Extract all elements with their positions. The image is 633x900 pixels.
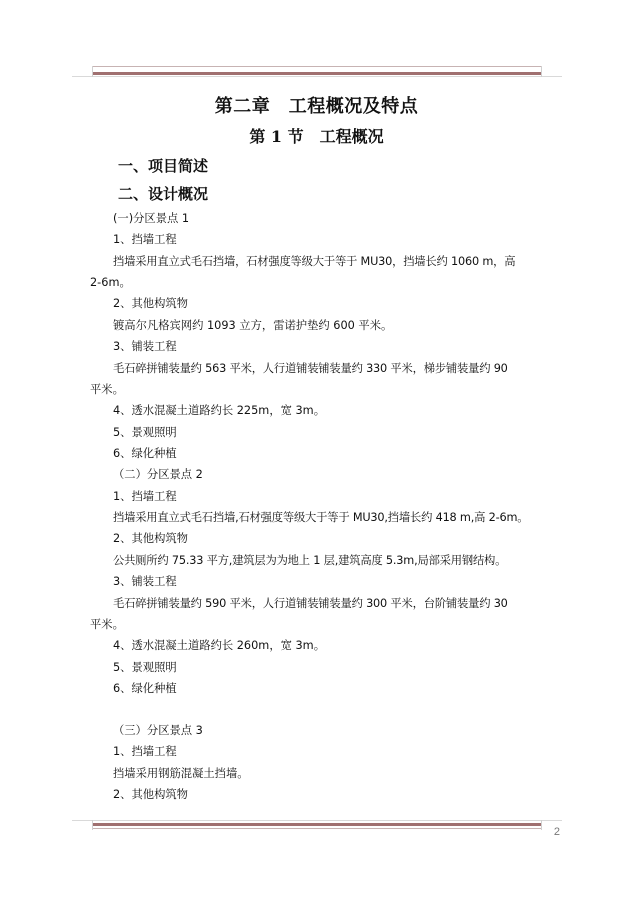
- paragraph-line: 公共厕所约 75.33 平方,建筑层为为地上 1 层,建筑高度 5.3m,局部采用钢结构。: [113, 554, 507, 567]
- heading-design-overview: 二、设计概况: [118, 185, 209, 203]
- section-title: 第 1 节 工程概况: [249, 127, 384, 146]
- item-heading: 6、绿化种植: [113, 447, 177, 460]
- paragraph-line: 毛石碎拼铺装量约 563 平米，人行道铺装铺装量约 330 平米，梯步铺装量约 90: [113, 362, 508, 375]
- subsection-zone-3: （三）分区景点 3: [113, 724, 203, 737]
- paragraph-line: 挡墙采用直立式毛石挡墙，石材强度等级大于等于 MU30，挡墙长约 1060 m，高: [113, 255, 516, 268]
- paragraph-line: 平米。: [90, 383, 124, 396]
- item-heading: 5、景观照明: [113, 661, 177, 674]
- item-heading: 2、其他构筑物: [113, 788, 188, 801]
- paragraph-line: 挡墙采用钢筋混凝土挡墙。: [113, 767, 249, 780]
- heading-project-overview: 一、项目简述: [118, 157, 209, 175]
- page-number: 2: [553, 826, 560, 838]
- item-heading: 1、挡墙工程: [113, 233, 177, 246]
- item-heading: 1、挡墙工程: [113, 745, 177, 758]
- header-rule: [72, 66, 562, 77]
- subsection-zone-2: （二）分区景点 2: [113, 468, 203, 481]
- item-heading: 1、挡墙工程: [113, 490, 177, 503]
- item-heading: 4、透水混凝土道路约长 260m，宽 3m。: [113, 639, 325, 652]
- paragraph-line: 镀高尔凡格宾网约 1093 立方，雷诺护垫约 600 平米。: [113, 319, 393, 332]
- footer-rule: [72, 820, 562, 830]
- item-heading: 4、透水混凝土道路约长 225m，宽 3m。: [113, 404, 325, 417]
- subsection-zone-1: (一)分区景点 1: [113, 212, 190, 225]
- item-heading: 2、其他构筑物: [113, 532, 188, 545]
- item-heading: 5、景观照明: [113, 426, 177, 439]
- paragraph-line: 2-6m。: [90, 276, 131, 289]
- chapter-title: 第二章 工程概况及特点: [214, 96, 419, 117]
- item-heading: 2、其他构筑物: [113, 297, 188, 310]
- paragraph-line: 平米。: [90, 618, 124, 631]
- item-heading: 3、铺装工程: [113, 340, 177, 353]
- item-heading: 6、绿化种植: [113, 682, 177, 695]
- paragraph-line: 毛石碎拼铺装量约 590 平米，人行道铺装铺装量约 300 平米，台阶铺装量约 30: [113, 597, 508, 610]
- item-heading: 3、铺装工程: [113, 575, 177, 588]
- paragraph-line: 挡墙采用直立式毛石挡墙,石材强度等级大于等于 MU30,挡墙长约 418 m,高 2-6m。: [113, 511, 529, 524]
